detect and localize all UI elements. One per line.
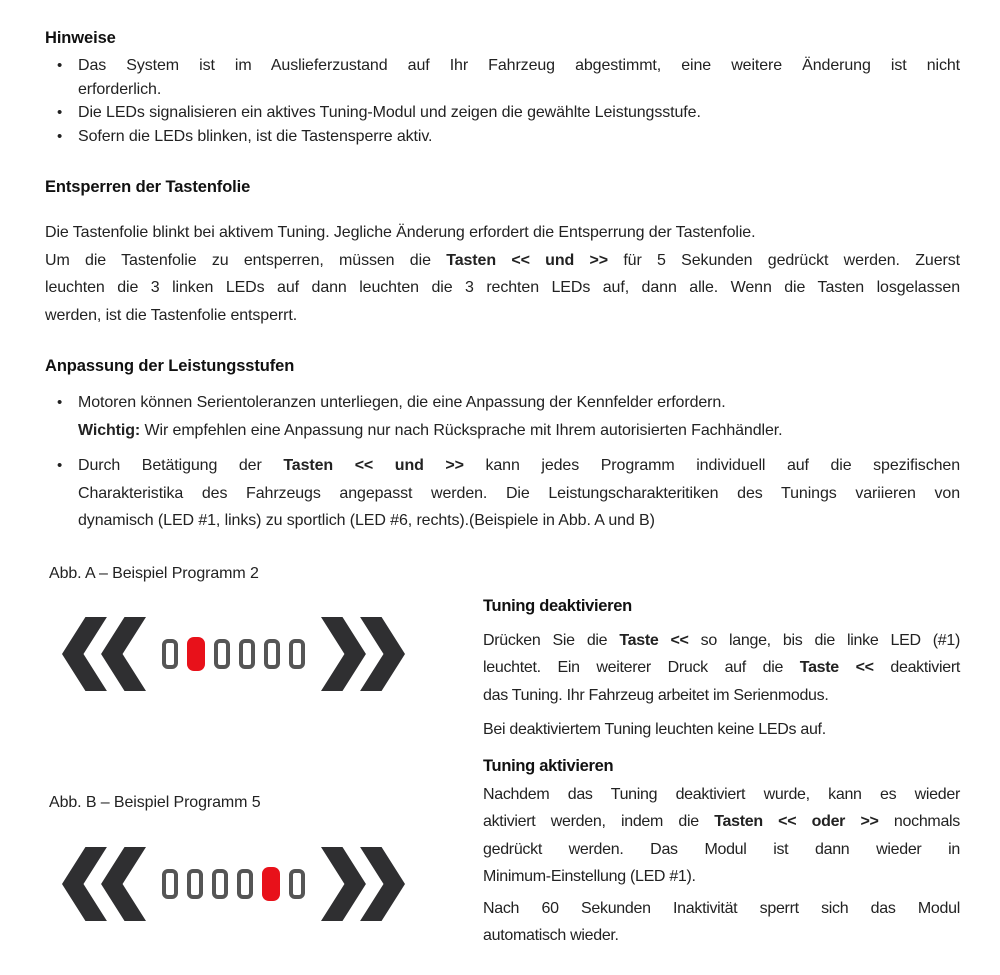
text-line: Charakteristika des Fahrzeugs angepasst werden. Die Leistungscharakteritiken des Tunings variieren von	[78, 484, 960, 502]
bullet-text	[78, 125, 960, 149]
led-5	[264, 639, 280, 669]
bullet-marker: •	[57, 57, 63, 74]
figure-a-led-panel	[62, 617, 483, 691]
text-line: Wichtig: Wir empfehlen eine Anpassung nur nach Rücksprache mit Ihrem autorisierten Fachhändler.	[78, 421, 783, 439]
figure-b-led-panel	[62, 847, 483, 921]
bullet-marker: •	[57, 104, 63, 121]
text-line: Nachdem das Tuning deaktiviert wurde, kann es wieder	[483, 785, 960, 803]
led-1	[162, 639, 178, 669]
bullet-marker: •	[57, 394, 63, 411]
text-line: das Tuning. Ihr Fahrzeug arbeitet im Serienmodus.	[483, 686, 829, 704]
led-indicator-row	[162, 867, 305, 901]
bullet-item	[45, 101, 960, 125]
text-line: dynamisch (LED #1, links) zu sportlich (LED #6, rechts).(Beispiele in Abb. A und B)	[78, 512, 655, 529]
figure-b-label: Abb. B – Beispiel Programm 5	[49, 793, 261, 811]
bullet-marker: •	[57, 127, 63, 145]
led-6	[289, 869, 305, 899]
text-line: Motoren können Serientoleranzen unterliegen, die eine Anpassung der Kennfelder erfordern.	[78, 394, 726, 411]
aktivieren-note	[483, 895, 960, 950]
figures-column	[45, 563, 483, 950]
led-6	[289, 639, 305, 669]
bullet-marker: •	[57, 457, 63, 474]
text-line: Das System ist im Auslieferzustand auf Ihr Fahrzeug abgestimmt, eine weitere Änderung ist nicht	[78, 57, 960, 74]
text-line: Sofern die LEDs blinken, ist die Tastensperre aktiv.	[78, 127, 433, 145]
anpassung-bullet-list	[45, 389, 960, 535]
text-line: leuchten die 3 linken LEDs auf dann leuchten die 3 rechten LEDs auf, dann alle. Wenn die Tasten losgelassen	[45, 279, 960, 296]
text-line: aktiviert werden, indem die Tasten << oder >> nochmals	[483, 813, 961, 830]
led-3	[214, 639, 230, 669]
led-2	[187, 869, 203, 899]
text-line: Die LEDs signalisieren ein aktives Tuning-Modul und zeigen die gewählte Leistungsstufe.	[78, 104, 701, 121]
text-line: Drücken Sie die Taste << so lange, bis die linke LED (#1)	[483, 631, 961, 649]
text-line: Um die Tastenfolie zu entsperren, müssen die Tasten << und >> für 5 Sekunden gedrückt werden. Zuerst	[45, 251, 960, 269]
bullet-text	[78, 389, 960, 444]
double-chevron-left-icon	[62, 617, 146, 691]
bullet-item	[45, 54, 960, 101]
aktivieren-paragraph	[483, 781, 960, 891]
bullet-text	[78, 54, 960, 101]
heading-anpassung: Anpassung der Leistungsstufen	[45, 357, 295, 375]
text-line: leuchtet. Ein weiterer Druck auf die Taste << deaktiviert	[483, 659, 961, 676]
text-line: Bei deaktiviertem Tuning leuchten keine LEDs auf.	[483, 720, 826, 738]
text-line: werden, ist die Tastenfolie entsperrt.	[45, 306, 298, 324]
led-3	[212, 869, 228, 899]
text-line: automatisch wieder.	[483, 927, 619, 944]
deaktivieren-note	[483, 716, 960, 744]
two-column-area	[45, 563, 960, 950]
hinweise-bullet-list	[45, 54, 960, 148]
heading-entsperren: Entsperren der Tastenfolie	[45, 178, 251, 196]
bullet-text	[78, 101, 960, 125]
text-line: erforderlich.	[78, 80, 162, 98]
double-chevron-left-icon	[62, 847, 146, 921]
bullet-item	[45, 452, 960, 535]
text-line: Nach 60 Sekunden Inaktivität sperrt sich das Modul	[483, 899, 960, 917]
led-5-active	[262, 867, 280, 901]
bullet-item	[45, 125, 960, 149]
double-chevron-right-icon	[321, 617, 405, 691]
bullet-text	[78, 452, 960, 535]
text-line: gedrückt werden. Das Modul ist dann wieder in	[483, 840, 960, 858]
entsperren-paragraph	[45, 219, 960, 329]
led-4	[237, 869, 253, 899]
led-indicator-row	[162, 637, 305, 671]
text-line: Die Tastenfolie blinkt bei aktivem Tuning. Jegliche Änderung erfordert die Entsperrung der Tastenfolie.	[45, 224, 756, 241]
led-2-active	[187, 637, 205, 671]
led-4	[239, 639, 255, 669]
heading-hinweise: Hinweise	[45, 29, 116, 47]
text-line: Durch Betätigung der Tasten << und >> kann jedes Programm individuell auf die spezifischen	[78, 457, 960, 474]
figure-a-label: Abb. A – Beispiel Programm 2	[49, 564, 259, 582]
bullet-item	[45, 389, 960, 444]
led-1	[162, 869, 178, 899]
double-chevron-right-icon	[321, 847, 405, 921]
instructions-column	[483, 563, 960, 950]
text-line: Minimum-Einstellung (LED #1).	[483, 868, 696, 885]
heading-tuning-deaktivieren: Tuning deaktivieren	[483, 596, 632, 615]
deaktivieren-paragraph	[483, 627, 960, 710]
heading-tuning-aktivieren: Tuning aktivieren	[483, 756, 614, 775]
